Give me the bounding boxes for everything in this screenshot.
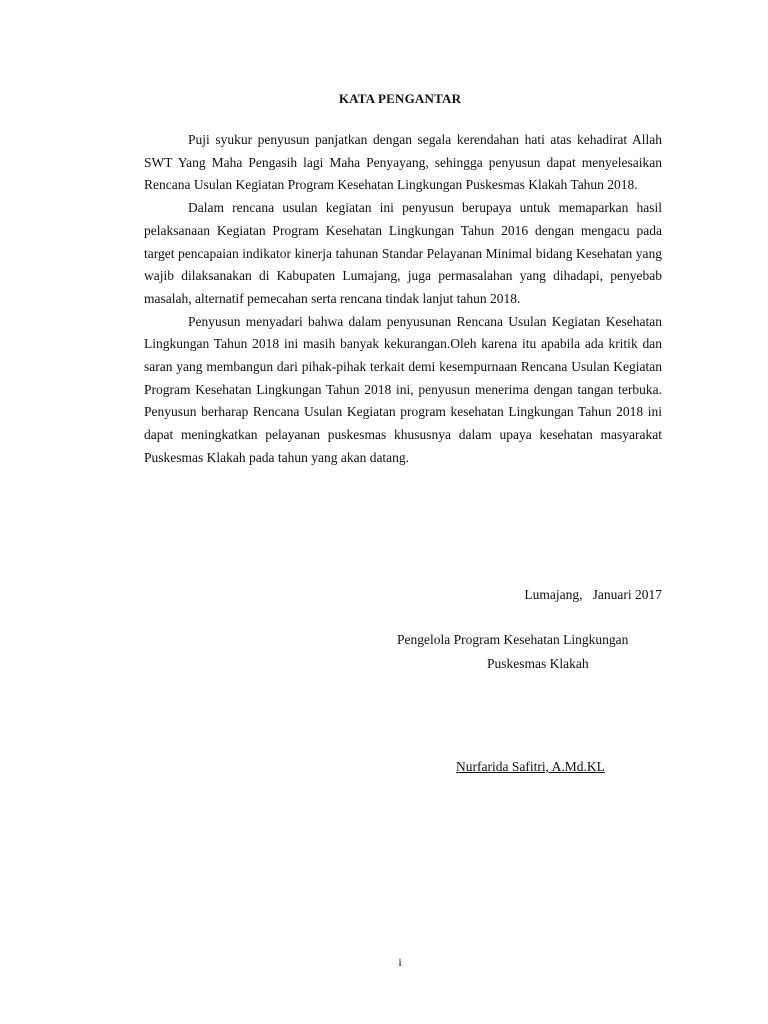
signer-name: Nurfarida Safitri, A.Md.KL (456, 759, 605, 774)
document-body (144, 129, 662, 470)
page-title: KATA PENGANTAR (338, 91, 462, 106)
page-number: i (398, 955, 402, 969)
paragraph-2: Dalam rencana usulan kegiatan ini penyusun berupaya untuk memaparkan hasil pelaksanaan Kegiatan Program Kesehatan Lingkungan Tahun 2016 dengan mengacu pada target pencapaian indikator kinerja tahunan Standar Pelayanan Minimal bidang Kesehatan yang wajib dilaksanakan di Kabupaten Lumajang, juga permasalahan yang dihadapi, penyebab masalah, alternatif pemecahan serta rencana tindak lanjut tahun 2018. (144, 200, 662, 306)
paragraph-1: Puji syukur penyusun panjatkan dengan segala kerendahan hati atas kehadirat Allah SWT Yang Maha Pengasih lagi Maha Penyayang, sehingga penyusun dapat menyelesaikan Rencana Usulan Kegiatan Program Kesehatan Lingkungan Puskesmas Klakah Tahun 2018. (144, 132, 662, 193)
place-date: Lumajang, Januari 2017 (524, 587, 662, 602)
paragraph-3: Penyusun menyadari bahwa dalam penyusunan Rencana Usulan Kegiatan Kesehatan Lingkungan Tahun 2018 ini masih banyak kekurangan.Oleh karena itu apabila ada kritik dan saran yang membangun dari pihak-pihak terkait demi kesempurnaan Rencana Usulan Kegiatan Program Kesehatan Lingkungan Tahun 2018 ini, penyusun menerima dengan tangan terbuka. Penyusun berharap Rencana Usulan Kegiatan program kesehatan Lingkungan Tahun 2018 ini dapat meningkatkan pelayanan puskesmas khususnya dalam upaya kesehatan masyarakat Puskesmas Klakah pada tahun yang akan datang. (144, 313, 662, 465)
signature-organization: Puskesmas Klakah (487, 656, 589, 671)
signature-role: Pengelola Program Kesehatan Lingkungan (397, 632, 629, 647)
